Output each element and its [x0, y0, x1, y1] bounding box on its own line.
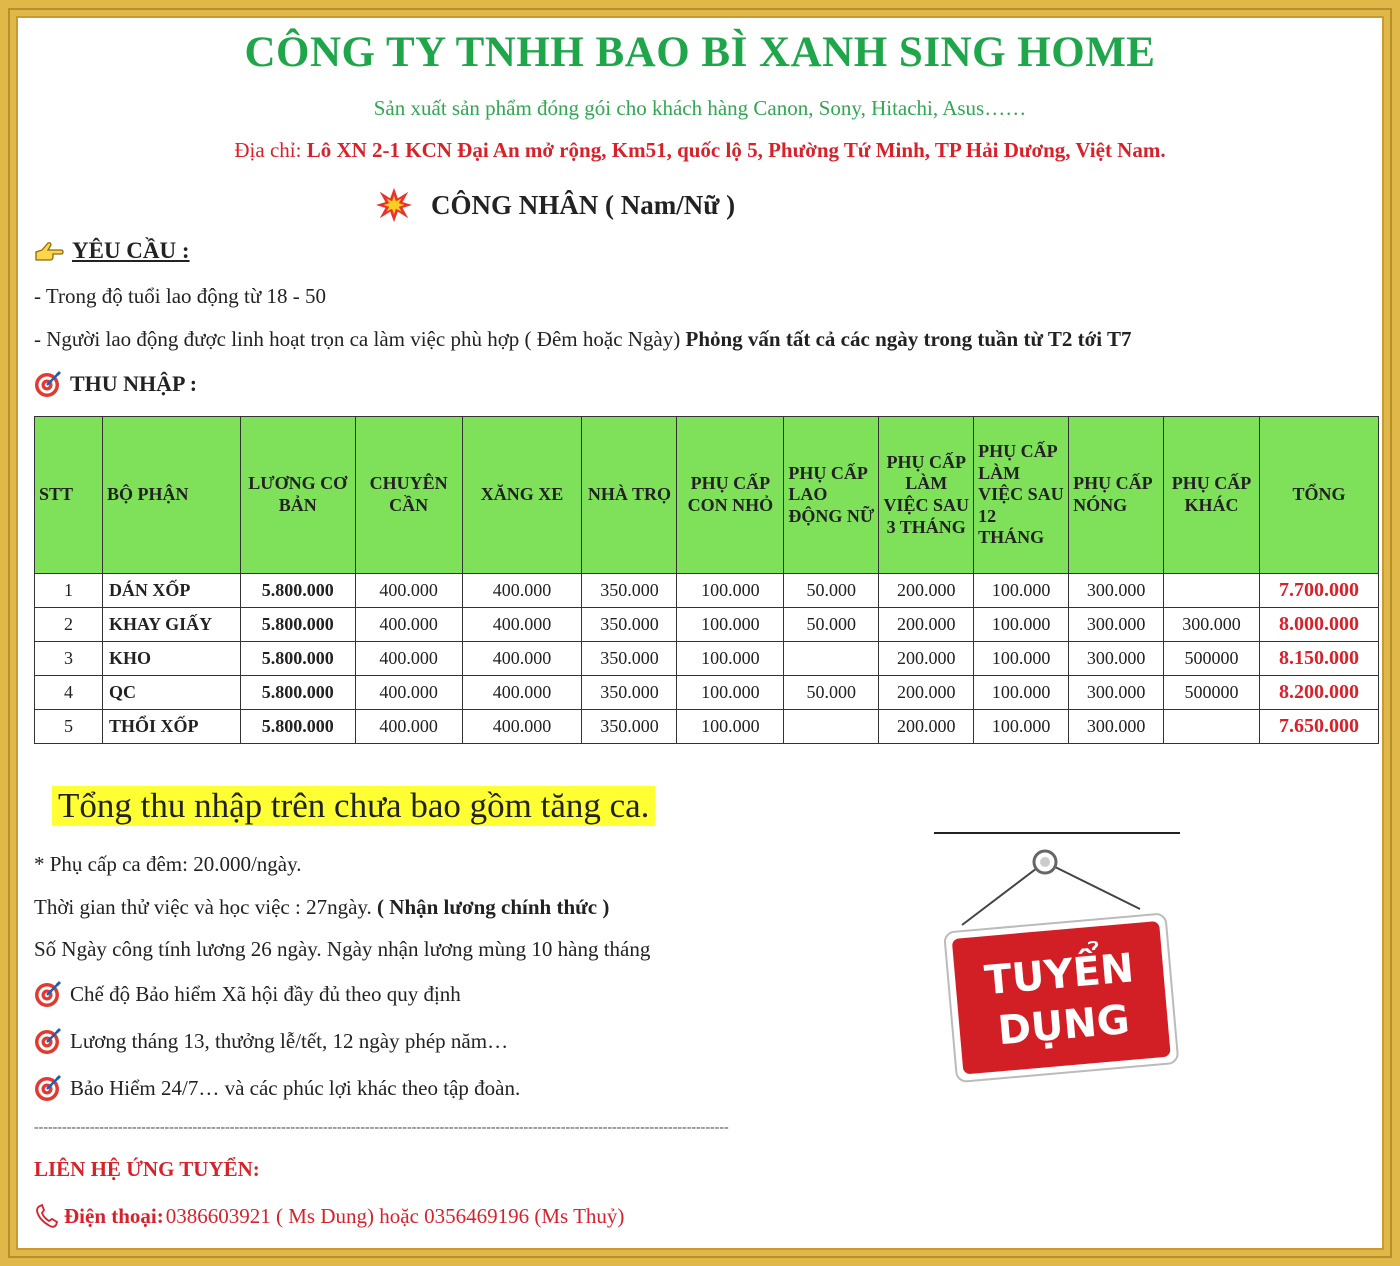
contact-heading: LIÊN HỆ ỨNG TUYỂN:: [34, 1157, 260, 1181]
cell: 100.000: [677, 574, 784, 608]
cell: 300.000: [1069, 676, 1164, 710]
cell: 400.000: [355, 574, 462, 608]
target-icon: [34, 1074, 62, 1102]
cell-department: QC: [102, 676, 240, 710]
probation-note: [34, 895, 609, 920]
cell: 300.000: [1069, 574, 1164, 608]
cell: 350.000: [582, 642, 677, 676]
target-icon: [34, 370, 62, 398]
cell: 200.000: [879, 642, 974, 676]
divider-line: [934, 832, 1180, 834]
explosion-icon: [375, 186, 413, 224]
probation-bold: ( Nhận lương chính thức ): [377, 895, 610, 919]
cell: 100.000: [974, 574, 1069, 608]
column-header: PHỤ CẤP NÓNG: [1069, 417, 1164, 574]
column-header: PHỤ CẤP LÀM VIỆC SAU 3 THÁNG: [879, 417, 974, 574]
cell-department: KHAY GIẤY: [102, 608, 240, 642]
cell-department: KHO: [102, 642, 240, 676]
cell: 300.000: [1069, 710, 1164, 744]
pointing-hand-icon: [34, 240, 64, 262]
cell-department: THỔI XỐP: [102, 710, 240, 744]
target-icon: [34, 980, 62, 1008]
benefit-text: Bảo Hiểm 24/7… và các phúc lợi khác theo tập đoàn.: [70, 1075, 521, 1100]
cell: 100.000: [677, 676, 784, 710]
cell: 100.000: [677, 608, 784, 642]
cell: 200.000: [879, 574, 974, 608]
cell: 350.000: [582, 574, 677, 608]
cell: 100.000: [974, 608, 1069, 642]
cell: 200.000: [879, 608, 974, 642]
overtime-note-banner: Tổng thu nhập trên chưa bao gồm tăng ca.: [52, 786, 655, 826]
cell-base-salary: 5.800.000: [240, 574, 355, 608]
cell-department: DÁN XỐP: [102, 574, 240, 608]
cell: 400.000: [462, 676, 582, 710]
cell: 400.000: [355, 608, 462, 642]
cell: 350.000: [582, 608, 677, 642]
sign-text-line1: TUYỂN: [982, 945, 1136, 1005]
table-row: [35, 642, 1379, 676]
table-row: [35, 676, 1379, 710]
column-header: PHỤ CẤP LÀM VIỆC SAU 12 THÁNG: [974, 417, 1069, 574]
cell: 400.000: [462, 710, 582, 744]
cell: 100.000: [974, 710, 1069, 744]
job-title: CÔNG NHÂN ( Nam/Nữ ): [431, 189, 736, 220]
dashed-divider: -----------------------------------------------------------------------------------------------------------------------------------------------------: [34, 1120, 729, 1135]
cell: [1164, 574, 1260, 608]
benefit-item: [34, 1074, 520, 1102]
column-header: PHỤ CẤP KHÁC: [1164, 417, 1260, 574]
cell: 200.000: [879, 710, 974, 744]
cell: 100.000: [677, 642, 784, 676]
cell-base-salary: 5.800.000: [240, 642, 355, 676]
cell: 350.000: [582, 710, 677, 744]
cell-total: 7.650.000: [1259, 710, 1378, 744]
income-label: THU NHẬP :: [70, 371, 198, 396]
hiring-sign-illustration: [930, 845, 1190, 1085]
column-header: XĂNG XE: [462, 417, 582, 574]
cell: 300.000: [1069, 608, 1164, 642]
cell: [784, 642, 879, 676]
cell: 50.000: [784, 608, 879, 642]
phone-icon: [34, 1203, 62, 1229]
cell: 100.000: [974, 676, 1069, 710]
cell-stt: 3: [35, 642, 103, 676]
probation-text: Thời gian thử việc và học việc : 27ngày.: [34, 895, 372, 919]
cell-total: 8.000.000: [1259, 608, 1378, 642]
cell-base-salary: 5.800.000: [240, 710, 355, 744]
column-header: PHỤ CẤP CON NHỎ: [677, 417, 784, 574]
table-row: [35, 574, 1379, 608]
target-icon: [34, 1027, 62, 1055]
table-row: [35, 608, 1379, 642]
cell: 100.000: [677, 710, 784, 744]
requirement-shift-text: - Người lao động được linh hoạt trọn ca làm việc phù hợp ( Đêm hoặc Ngày): [34, 327, 681, 351]
benefit-item: [34, 980, 461, 1008]
cell-total: 8.150.000: [1259, 642, 1378, 676]
cell-total: 7.700.000: [1259, 574, 1378, 608]
benefit-text: Chế độ Bảo hiểm Xã hội đầy đủ theo quy định: [70, 981, 461, 1006]
cell: 400.000: [462, 608, 582, 642]
cell: 400.000: [355, 642, 462, 676]
cell-base-salary: 5.800.000: [240, 676, 355, 710]
cell-stt: 4: [35, 676, 103, 710]
cell-stt: 1: [35, 574, 103, 608]
requirements-label: YÊU CẦU :: [72, 238, 190, 263]
phone-numbers: 0386603921 ( Ms Dung) hoặc 0356469196 (Ms Thuỷ): [165, 1203, 625, 1228]
cell: [784, 710, 879, 744]
column-header: NHÀ TRỌ: [582, 417, 677, 574]
column-header: STT: [35, 417, 103, 574]
company-tagline: Sản xuất sản phẩm đóng gói cho khách hàng Canon, Sony, Hitachi, Asus……: [373, 96, 1027, 120]
address-value: Lô XN 2-1 KCN Đại An mở rộng, Km51, quốc lộ 5, Phường Tứ Minh, TP Hải Dương, Việt Nam.: [306, 138, 1166, 162]
requirement-age: - Trong độ tuổi lao động từ 18 - 50: [34, 284, 326, 308]
cell: 300.000: [1164, 608, 1260, 642]
contact-phone: [34, 1203, 624, 1229]
cell: 400.000: [462, 642, 582, 676]
cell-total: 8.200.000: [1259, 676, 1378, 710]
cell-base-salary: 5.800.000: [240, 608, 355, 642]
table-row: [35, 710, 1379, 744]
cell: 500000: [1164, 642, 1260, 676]
cell: 500000: [1164, 676, 1260, 710]
column-header: CHUYÊN CẦN: [355, 417, 462, 574]
requirements-heading: [34, 238, 190, 264]
cell: 100.000: [974, 642, 1069, 676]
cell: 400.000: [355, 676, 462, 710]
requirement-shift: [34, 327, 1132, 352]
cell: 300.000: [1069, 642, 1164, 676]
job-title-row: [375, 186, 735, 224]
column-header: LƯƠNG CƠ BẢN: [240, 417, 355, 574]
company-address: [0, 138, 1400, 163]
cell-stt: 2: [35, 608, 103, 642]
salary-table: [34, 416, 1379, 744]
income-heading: [34, 370, 197, 398]
cell: 400.000: [462, 574, 582, 608]
table-header-row: [35, 417, 1379, 574]
column-header: PHỤ CẤP LAO ĐỘNG NỮ: [784, 417, 879, 574]
benefit-item: [34, 1027, 508, 1055]
cell: 50.000: [784, 676, 879, 710]
phone-label: Điện thoại:: [64, 1203, 164, 1228]
cell-stt: 5: [35, 710, 103, 744]
company-name: CÔNG TY TNHH BAO BÌ XANH SING HOME: [244, 29, 1156, 76]
workdays-note: Số Ngày công tính lương 26 ngày. Ngày nhận lương mùng 10 hàng tháng: [34, 937, 651, 961]
cell: [1164, 710, 1260, 744]
column-header: BỘ PHẬN: [102, 417, 240, 574]
benefit-text: Lương tháng 13, thưởng lễ/tết, 12 ngày phép năm…: [70, 1028, 509, 1053]
sign-text-line2: DỤNG: [995, 996, 1132, 1055]
cell: 50.000: [784, 574, 879, 608]
cell: 350.000: [582, 676, 677, 710]
cell: 200.000: [879, 676, 974, 710]
column-header: TỔNG: [1259, 417, 1378, 574]
night-shift-note: * Phụ cấp ca đêm: 20.000/ngày.: [34, 852, 302, 876]
address-label: Địa chỉ:: [234, 138, 302, 162]
requirement-interview: Phỏng vấn tất cả các ngày trong tuần từ T2 tới T7: [685, 327, 1132, 351]
cell: 400.000: [355, 710, 462, 744]
